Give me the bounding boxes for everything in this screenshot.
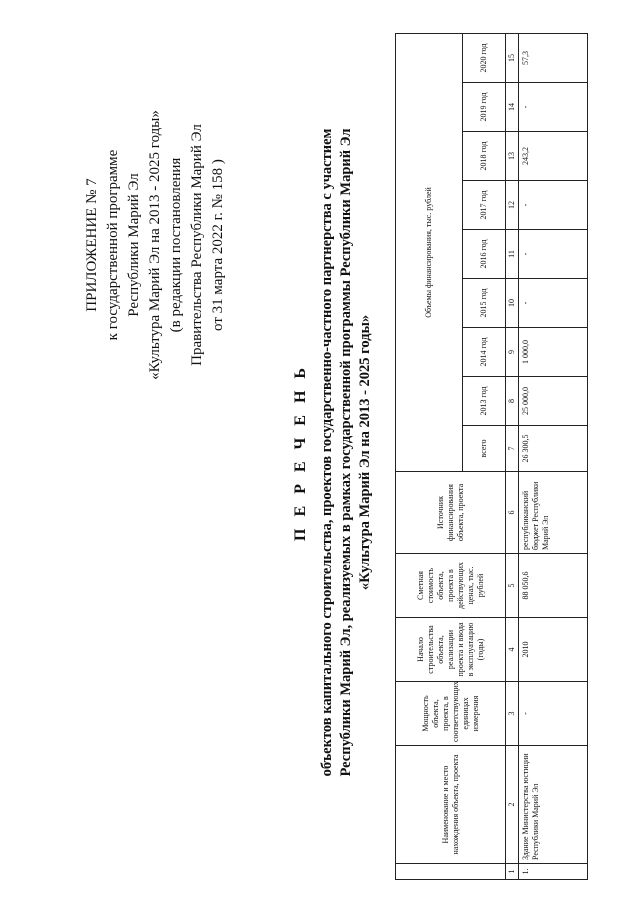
column-number: 2 [506, 746, 519, 864]
row-year-value: 25 000,0 [519, 377, 588, 426]
row-name: Здание Министерства юстиции Республики Марий Эл [519, 746, 588, 864]
row-cost: 88 050,6 [519, 554, 588, 618]
column-number: 4 [506, 618, 519, 682]
column-number: 5 [506, 554, 519, 618]
column-number: 15 [506, 33, 519, 82]
appendix-block [82, 65, 229, 425]
row-source: республиканский бюджет Республики Марий Эл [519, 472, 588, 554]
document-title: П Е Р Е Ч Е Н Ь [292, 364, 309, 541]
header-start: Начало строительства объекта, реализации проекта и ввода в эксплуатацию (годы) [396, 618, 506, 682]
appendix-line: от 31 марта 2022 г. № 158 ) [210, 159, 226, 331]
row-num: 1. [519, 864, 588, 880]
document-subtitle [318, 30, 375, 875]
header-year: 2016 год [463, 230, 506, 279]
row-total: 26 300,5 [519, 426, 588, 472]
row-year-value: 243,2 [519, 132, 588, 181]
column-number: 13 [506, 132, 519, 181]
header-cost: Сметная стоимость объекта, проекта в действующих ценах, тыс. рублей [396, 554, 506, 618]
appendix-line: к государственной программе [105, 149, 121, 341]
appendix-line: (в редакции постановления [168, 157, 184, 333]
row-capacity: - [519, 682, 588, 746]
column-number: 10 [506, 279, 519, 328]
column-number: 8 [506, 377, 519, 426]
appendix-line: Правительства Республики Марий Эл [189, 124, 205, 366]
column-number: 3 [506, 682, 519, 746]
row-year-value: - [519, 279, 588, 328]
header-year: 2014 год [463, 328, 506, 377]
appendix-line: ПРИЛОЖЕНИЕ № 7 [84, 178, 100, 312]
row-start: 2010 [519, 618, 588, 682]
header-capacity: Мощность объекта, проекта, в соответствующих единицах измерения [396, 682, 506, 746]
projects-table [395, 33, 588, 880]
column-number: 11 [506, 230, 519, 279]
row-year-value: - [519, 83, 588, 132]
header-name: Наименование и место нахождения объекта, проекта [396, 746, 506, 864]
header-year: 2018 год [463, 132, 506, 181]
column-number: 6 [506, 472, 519, 554]
header-year: 2015 год [463, 279, 506, 328]
column-number: 12 [506, 181, 519, 230]
row-year-value: - [519, 181, 588, 230]
header-volumes: Объемы финансирования, тыс. рублей [396, 33, 463, 471]
appendix-line: Республики Марий Эл [126, 173, 142, 317]
row-year-value: 57,3 [519, 33, 588, 82]
header-year: 2017 год [463, 181, 506, 230]
row-year-value: 1 000,0 [519, 328, 588, 377]
column-number: 14 [506, 83, 519, 132]
header-num [396, 864, 506, 880]
header-year: 2013 год [463, 377, 506, 426]
appendix-line: «Культура Марий Эл на 2013 - 2025 годы» [147, 110, 163, 380]
table-row [519, 33, 588, 879]
column-number-row [506, 33, 519, 879]
column-number: 7 [506, 426, 519, 472]
column-number: 9 [506, 328, 519, 377]
subtitle-line: «Культура Марий Эл на 2013 - 2025 годы» [357, 314, 373, 591]
document-heading [292, 30, 375, 875]
table-header-row [396, 33, 463, 879]
subtitle-line: Республики Марий Эл, реализуемых в рамках государственной программы Республики Марий Эл [338, 128, 354, 777]
row-year-value: - [519, 230, 588, 279]
column-number: 1 [506, 864, 519, 880]
header-year: 2019 год [463, 83, 506, 132]
subtitle-line: объектов капитального строительства, проектов государственно-частного партнерства с участием [319, 128, 335, 777]
header-source: Источник финансирования объекта, проекта [396, 472, 506, 554]
header-year: 2020 год [463, 33, 506, 82]
header-total: всего [463, 426, 506, 472]
